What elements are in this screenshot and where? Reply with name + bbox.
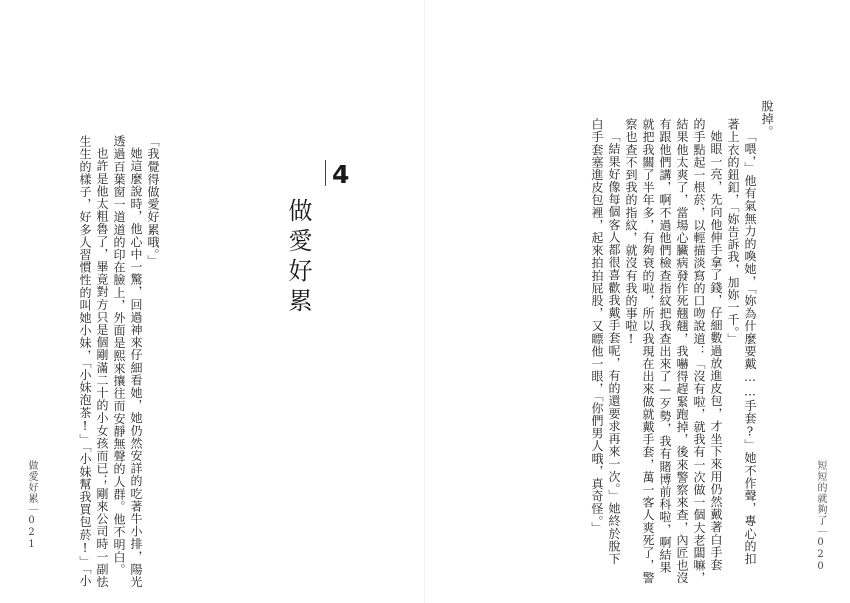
right-text-column-1: 脫掉。: [760, 100, 774, 138]
right-text-column-2: 「喂，」他有氣無力的喚她，「妳為什麼要戴……手套?」她不作聲，專心的扣: [743, 130, 757, 565]
right-text-column-11: 白手套塞進皮包裡，起來拍拍屁股，又瞟他一眼，「你們男人哦，真奇怪。」: [590, 118, 604, 535]
left-text-column-5: 生生的樣子，好多人習慣性的叫她小妹，「小妹泡茶!」「小妹幫我買包菸!」「小: [78, 135, 92, 588]
right-text-column-10: 「結果好像每個客人都很喜歡我戴手套呢，有的還要求再來一次。」她終於脫下: [607, 130, 621, 565]
right-text-column-8: 就把我關了半年多，有夠衰的啦，所以我現在出來做就戴手套，萬一客人爽死了，警: [641, 118, 655, 585]
right-text-column-3: 著上衣的鈕釦，「妳告訴我，加妳一千。」: [726, 118, 740, 346]
page-gutter: [424, 0, 425, 603]
chapter-title: 做愛好累: [284, 198, 312, 318]
right-running-header: 短短的就夠了｜020: [815, 460, 826, 573]
right-text-column-6: 結果他太爽了，當場心臟病發作死翹翹，我嚇得趕緊跑掉，後來警察來查，內匠也沒: [675, 118, 689, 585]
left-text-column-1: 「我覺得做愛好累哦。」: [146, 135, 160, 268]
right-text-column-4: 她眼一亮，先向他伸手拿了錢，仔細數過放進皮包，才坐下來用仍然戴著白手套: [709, 130, 723, 571]
left-running-header: 做愛好累｜021: [26, 460, 37, 551]
left-text-column-3: 透過百葉窗一道道的印在臉上，外面是熙來攘往而安靜無聲的人群。他不明白。: [112, 135, 126, 576]
left-text-column-4: 也許是他太粗魯了，畢竟對方只是個剛滿二十的小女孩而已；剛來公司時一副怯: [95, 147, 109, 588]
right-text-column-7: 有跟他們講，啊不過他們檢查指紋把我查出來了—歹勢，我有賭博前科啦，啊結果: [658, 118, 672, 574]
right-text-column-9: 察也查不到我的指紋，就沒有我的事啦!: [624, 118, 638, 347]
chapter-number: 4: [332, 160, 350, 189]
left-text-column-2: 她這麼說時，他心中一驚，回過神來仔細看她，她仍然安詳的吃著牛小排，陽光: [129, 147, 143, 588]
chapter-divider: [325, 160, 326, 186]
right-text-column-5: 的手點起一根菸，以輕描淡寫的口吻說道：「沒有啦，就我有一次做一個大老闆嘛，: [692, 118, 706, 585]
